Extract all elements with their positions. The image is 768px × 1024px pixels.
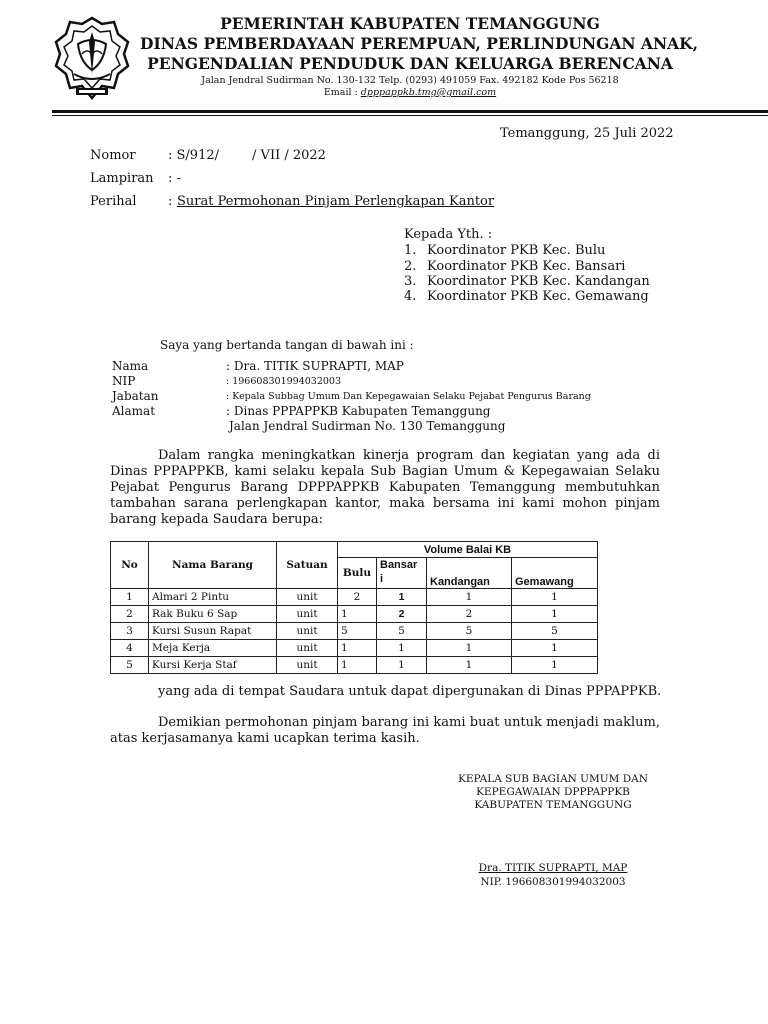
cell-satuan: unit (277, 623, 338, 640)
signature-title-line2: KEPEGAWAIAN DPPPAPPKB (476, 786, 630, 798)
cell-gemawang: 1 (512, 657, 598, 674)
cell-no: 1 (111, 589, 149, 606)
recipient-item (404, 243, 416, 258)
table-row (111, 657, 598, 674)
jabatan-label: Jabatan (112, 389, 159, 403)
header-address: Jalan Jendral Sudirman No. 130-132 Telp. (0293) 491059 Fax. 492182 Kode Pos 56218 (201, 75, 619, 86)
cell-satuan: unit (277, 640, 338, 657)
cell-gemawang: 1 (512, 606, 598, 623)
email-label: Email : (323, 87, 358, 98)
cell-nama-barang: Rak Buku 6 Sap (149, 606, 277, 623)
col-header-gemawang: Gemawang (512, 558, 598, 589)
cell-bulu: 1 (338, 606, 377, 623)
recipient-text: Koordinator PKB Kec. Bulu (427, 243, 606, 258)
perihal-value: Surat Permohonan Pinjam Perlengkapan Kantor (177, 194, 495, 209)
nip-label: NIP (112, 374, 136, 388)
cell-kandangan: 5 (427, 623, 512, 640)
nomor-value: : S/912/ / VII / 2022 (168, 148, 326, 163)
header-agency-name-line2: PENGENDALIAN PENDUDUK DAN KELUARGA BERENCANA (147, 54, 673, 73)
table-row (111, 640, 598, 657)
after-table-text: yang ada di tempat Saudara untuk dapat dipergunakan di Dinas PPPAPPKB. (158, 684, 662, 699)
cell-kandangan: 1 (427, 589, 512, 606)
recipient-item (404, 289, 416, 304)
cell-bansari: 1 (377, 640, 427, 657)
cell-no: 2 (111, 606, 149, 623)
letterhead-rule-thick (52, 110, 768, 113)
perihal-colon: : (168, 194, 173, 209)
cell-gemawang: 5 (512, 623, 598, 640)
lampiran-value: : - (168, 171, 181, 186)
loan-items-table (110, 541, 598, 674)
alamat-label: Alamat (112, 404, 156, 418)
cell-kandangan: 1 (427, 640, 512, 657)
signature-title-line1: KEPALA SUB BAGIAN UMUM DAN (458, 773, 648, 785)
col-header-bansari: Bansar i (377, 558, 427, 589)
header-government-name: PEMERINTAH KABUPATEN TEMANGGUNG (220, 14, 600, 33)
cell-satuan: unit (277, 589, 338, 606)
recipient-number: 2. (404, 259, 417, 274)
email-link[interactable]: dpppappkb.tmg@gmail.com (360, 87, 497, 98)
signature-nip: NIP. 196608301994032003 (480, 876, 626, 888)
col-header-nama-barang: Nama Barang (149, 542, 277, 589)
cell-gemawang: 1 (512, 640, 598, 657)
cell-no: 3 (111, 623, 149, 640)
closing-paragraph: Demikian permohonan pinjam barang ini kami buat untuk menjadi maklum, atas kerjasamanya kami ucapkan terima kasih. (110, 715, 660, 746)
cell-bansari: 1 (377, 589, 427, 606)
regency-coat-of-arms-logo (52, 14, 132, 104)
recipient-number: 3. (404, 274, 417, 289)
nama-value: : Dra. TITIK SUPRAPTI, MAP (226, 359, 404, 373)
recipient-item (404, 274, 416, 289)
cell-nama-barang: Kursi Susun Rapat (149, 623, 277, 640)
recipient-text: Koordinator PKB Kec. Gemawang (427, 289, 649, 304)
place-date: Temanggung, 25 Juli 2022 (500, 126, 674, 141)
lampiran-label: Lampiran (90, 171, 154, 186)
cell-bulu: 1 (338, 640, 377, 657)
cell-bulu: 2 (338, 589, 377, 606)
col-header-volume: Volume Balai KB (338, 542, 598, 558)
perihal-label: Perihal (90, 194, 137, 209)
table-row (111, 623, 598, 640)
signer-intro: Saya yang bertanda tangan di bawah ini : (160, 338, 414, 352)
signature-name: Dra. TITIK SUPRAPTI, MAP (478, 862, 628, 874)
cell-no: 5 (111, 657, 149, 674)
cell-bulu: 1 (338, 657, 377, 674)
jabatan-value: : Kepala Subbag Umum Dan Kepegawaian Selaku Pejabat Pengurus Barang (226, 391, 591, 402)
cell-satuan: unit (277, 606, 338, 623)
col-header-no: No (111, 542, 149, 589)
cell-nama-barang: Kursi Kerja Staf (149, 657, 277, 674)
recipient-number: 4. (404, 289, 417, 304)
alamat-value-line2: Jalan Jendral Sudirman No. 130 Temanggung (229, 419, 506, 433)
nama-label: Nama (112, 359, 149, 373)
signature-title-line3: KABUPATEN TEMANGGUNG (474, 799, 632, 811)
recipient-item (404, 259, 416, 274)
letterhead-rule-thin (52, 115, 768, 116)
recipient-text: Koordinator PKB Kec. Kandangan (427, 274, 650, 289)
header-agency-name-line1: DINAS PEMBERDAYAAN PEREMPUAN, PERLINDUNGAN ANAK, (140, 34, 699, 53)
nomor-label: Nomor (90, 148, 136, 163)
cell-bulu: 5 (338, 623, 377, 640)
cell-gemawang: 1 (512, 589, 598, 606)
recipient-text: Koordinator PKB Kec. Bansari (427, 259, 626, 274)
col-header-satuan: Satuan (277, 542, 338, 589)
col-header-bulu: Bulu (338, 558, 377, 589)
cell-no: 4 (111, 640, 149, 657)
body-paragraph: Dalam rangka meningkatkan kinerja program dan kegiatan yang ada di Dinas PPPAPPKB, kami selaku kepala Sub Bagian Umum & Kepegawaian Selaku Pejabat Pengurus Barang DPPPAPPKB Kabupaten Temanggung membutuhkan tambahan sarana perlengkapan kantor, maka bersama ini kami mohon pinjam barang kepada Saudara berupa: (110, 448, 660, 527)
cell-kandangan: 2 (427, 606, 512, 623)
cell-bansari: 5 (377, 623, 427, 640)
recipients-intro: Kepada Yth. : (404, 227, 493, 242)
cell-bansari: 2 (377, 606, 427, 623)
col-header-kandangan: Kandangan (427, 558, 512, 589)
header-email-line (140, 87, 680, 98)
table-row (111, 589, 598, 606)
cell-bansari: 1 (377, 657, 427, 674)
nip-value: : 196608301994032003 (226, 376, 342, 387)
cell-nama-barang: Almari 2 Pintu (149, 589, 277, 606)
recipient-number: 1. (404, 243, 417, 258)
cell-kandangan: 1 (427, 657, 512, 674)
cell-satuan: unit (277, 657, 338, 674)
cell-nama-barang: Meja Kerja (149, 640, 277, 657)
alamat-value: : Dinas PPPAPPKB Kabupaten Temanggung (226, 404, 491, 418)
table-row (111, 606, 598, 623)
